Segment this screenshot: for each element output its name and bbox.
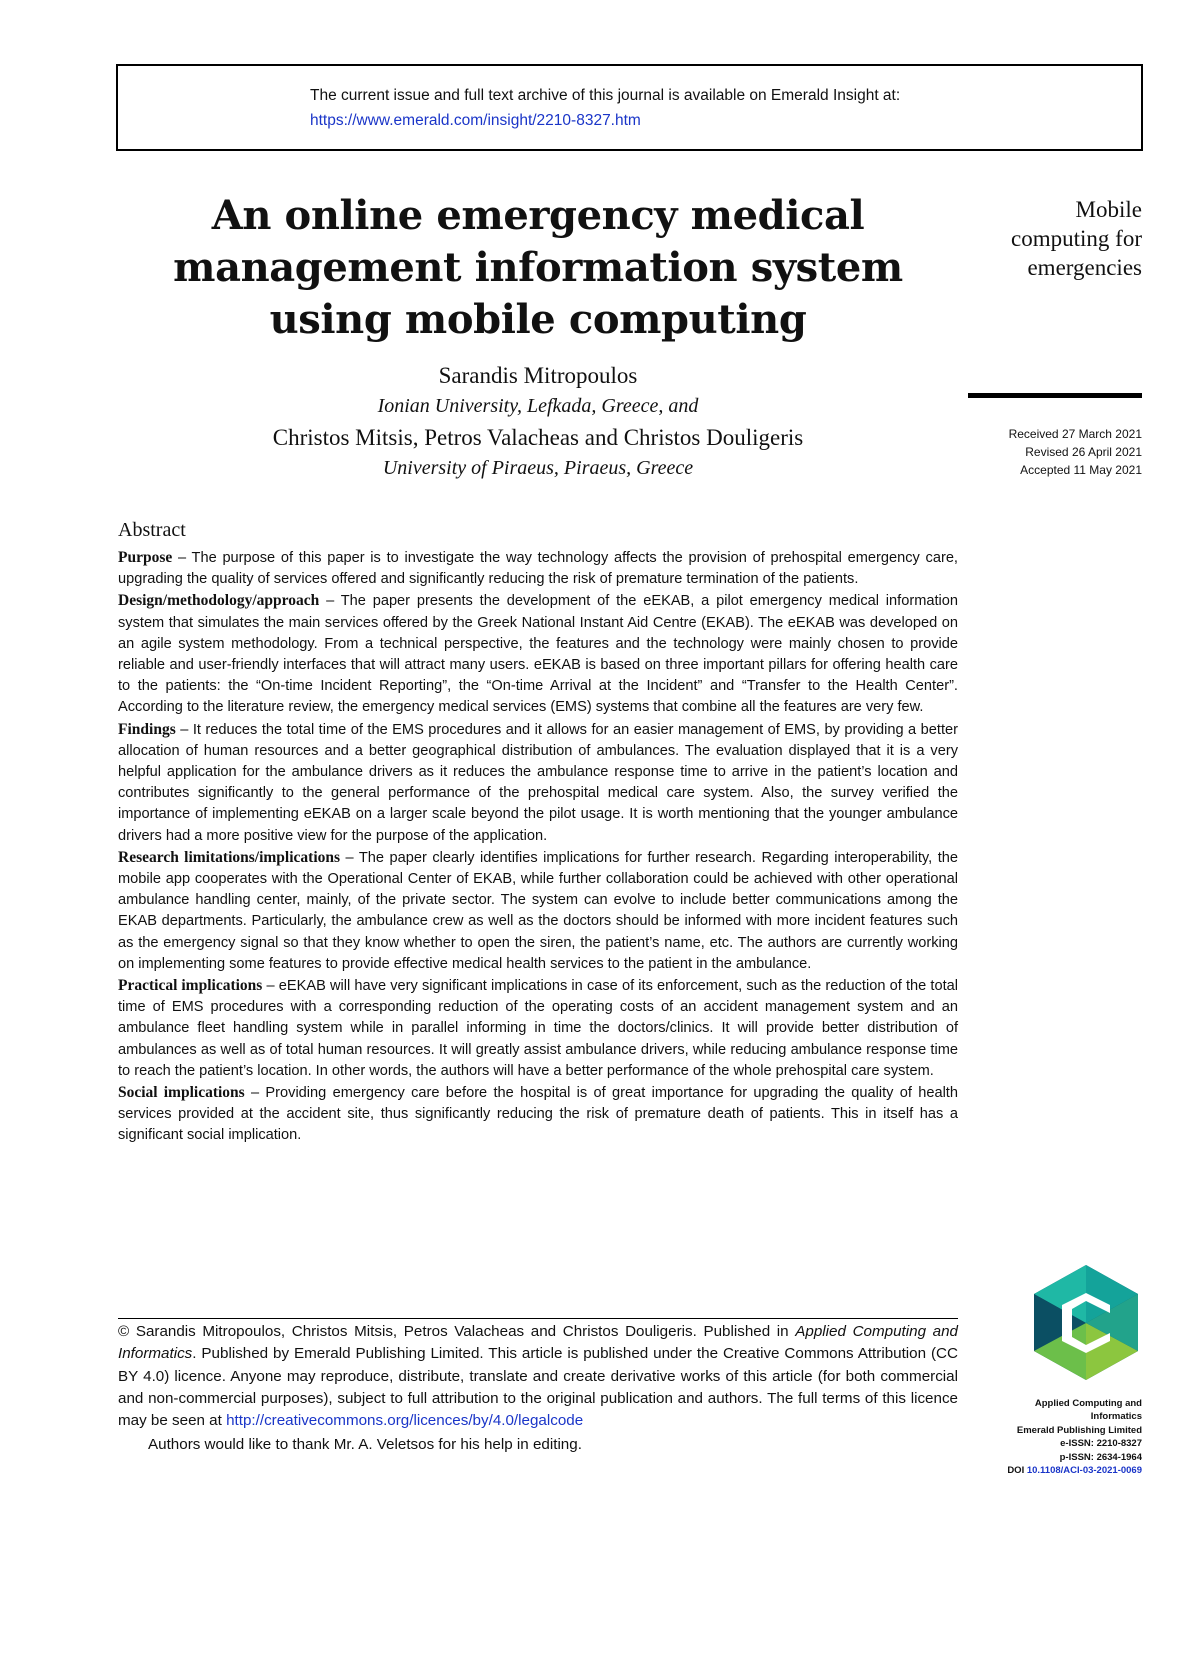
- affiliation-1: Ionian University, Lefkada, Greece, and: [377, 395, 699, 417]
- publisher-name: Emerald Publishing Limited: [1016, 1424, 1142, 1436]
- journal-notice-box: [116, 64, 1143, 151]
- journal-name-2: Informatics: [1090, 1411, 1142, 1423]
- copyright-post: . Published by Emerald Publishing Limited. This article is published under the Creative Commons Attribution (CC BY 4.0) licence. Anyone may reproduce, distribute, translate and create derivative works of this article (for both commercial and non-commercial purposes), subject to full attribution to the original publication and authors. The full terms of this licence may be seen at: [118, 1345, 958, 1430]
- abstract-research: [118, 847, 958, 975]
- pissn: p-ISSN: 2634-1964: [1059, 1451, 1142, 1463]
- running-head: Mobile computing for emergencies: [1011, 197, 1142, 280]
- research-label: Research limitations/implications: [118, 848, 341, 866]
- journal-notice-text: The current issue and full text archive of this journal is available on Emerald Insight at:: [310, 87, 901, 104]
- article-title: [118, 190, 958, 346]
- author-block: [118, 360, 958, 484]
- author-1: Sarandis Mitropoulos: [438, 363, 638, 388]
- abstract-heading: Abstract: [118, 519, 186, 541]
- abstract-section: [118, 517, 958, 1147]
- journal-archive-link[interactable]: https://www.emerald.com/insight/2210-8327.htm: [310, 112, 641, 129]
- doi-link[interactable]: 10.1108/ACI-03-2021-0069: [1026, 1465, 1142, 1477]
- research-text: – The paper clearly identifies implications for further research. Regarding interoperability, the mobile app cooperates with the Operational Center of EKAB, while further collaboration could be achieved with other operational ambulance handling center, mainly, of the private sector. The system can evolve to include better communications among the EKAB departments. Particularly, the ambulance crew as well as the doctors should be informed with more incident features such as the emergency signal so that they know whether to open the siren, the patient’s name, etc. The authors are currently working on implementing some features to provide effective medical health services to the patient in the ambulance.: [118, 849, 958, 972]
- author-2: Christos Mitsis, Petros Valacheas and Christos Douligeris: [272, 425, 804, 450]
- title-line-1: An online emergency medical: [211, 192, 865, 239]
- accepted-date: Accepted 11 May 2021: [1020, 463, 1142, 477]
- abstract-purpose: [118, 547, 958, 590]
- design-text: – The paper presents the development of the eEKAB, a pilot emergency medical information system that simulates the main services offered by the Greek National Instant Aid Centre (EKAB). The eEKAB was developed on an agile system methodology. From a technical perspective, the features and the technology were mainly chosen to provide reliable and user-friendly interfaces that will attract many users. eEKAB is based on three important pillars for offering health care to the patients: the “On-time Incident Reporting”, the “On-time Arrival at the Incident” and “Transfer to the Health Center”. According to the literature review, the emergency medical services (EMS) systems that combine all the features are very few.: [118, 593, 958, 716]
- findings-label: Findings: [118, 720, 176, 738]
- footnote-divider: [118, 1318, 958, 1319]
- practical-label: Practical implications: [118, 977, 263, 995]
- doi-label: DOI: [1007, 1465, 1027, 1477]
- journal-name-1: Applied Computing and: [1034, 1398, 1142, 1409]
- copyright-notice: [118, 1321, 958, 1432]
- practical-text: – eEKAB will have very significant implications in case of its enforcement, such as the reduction of the total time of EMS procedures with a corresponding reduction of the operating costs of an accident management system and an ambulance fleet handling system while in parallel informing in time the doctors/clinics. It will provide better distribution of ambulances as well as of total human resources. It will greatly assist ambulance drivers, while reducing ambulance response time to reach the patient’s location. In other words, the authors will have a better performance of the whole prehospital care system.: [118, 978, 958, 1079]
- revised-date: Revised 26 April 2021: [1025, 445, 1142, 459]
- abstract-social: [118, 1082, 958, 1147]
- title-line-3: using mobile computing: [269, 296, 807, 343]
- social-label: Social implications: [118, 1084, 245, 1102]
- emerald-logo-icon: [1030, 1265, 1142, 1380]
- doi-line: [1007, 1464, 1142, 1477]
- received-date: Received 27 March 2021: [1008, 427, 1142, 441]
- design-label: Design/methodology/approach: [118, 592, 320, 610]
- journal-title-italic: Applied Computing and Informatics: [118, 1323, 958, 1363]
- license-link[interactable]: http://creativecommons.org/licences/by/4.0/legalcode: [226, 1412, 584, 1430]
- acknowledgement: Authors would like to thank Mr. A. Veletsos for his help in editing.: [148, 1436, 582, 1454]
- title-line-2: management information system: [173, 244, 903, 291]
- abstract-design: [118, 590, 958, 718]
- journal-info-block: [1007, 1397, 1142, 1477]
- affiliation-2: University of Piraeus, Piraeus, Greece: [382, 457, 694, 479]
- footnote-section: [118, 1321, 958, 1457]
- sidebar-divider: [968, 393, 1142, 398]
- purpose-text: – The purpose of this paper is to investigate the way technology affects the provision of prehospital emergency care, upgrading the quality of services offered and significantly reducing the risk of premature termination of the patients.: [118, 550, 958, 588]
- abstract-findings: [118, 719, 958, 847]
- social-text: – Providing emergency care before the hospital is of great importance for upgrading the quality of health services provided at the accident site, thus significantly reducing the risk of premature death of patients. This in itself has a significant social implication.: [118, 1085, 958, 1144]
- findings-text: – It reduces the total time of the EMS procedures and it allows for an easier management of EMS, by providing a better allocation of human resources and a better geographical distribution of ambulances. The evaluation displayed that it is a very helpful application for the ambulance drivers as it reduces the ambulance response time to arrive in the patient’s location and contributes significantly to the general performance of the prehospital medical care system. Also, the survey verified the importance of implementing eEKAB on a larger scale beyond the pilot usage. It is worth mentioning that the younger ambulance drivers had a more positive view for the purpose of the application.: [118, 721, 958, 844]
- abstract-practical: [118, 975, 958, 1082]
- eissn: e-ISSN: 2210-8327: [1060, 1438, 1142, 1450]
- article-history: [1009, 425, 1142, 479]
- copyright-pre: © Sarandis Mitropoulos, Christos Mitsis, Petros Valacheas and Christos Douligeris. Published in: [118, 1323, 796, 1340]
- purpose-label: Purpose: [118, 549, 173, 566]
